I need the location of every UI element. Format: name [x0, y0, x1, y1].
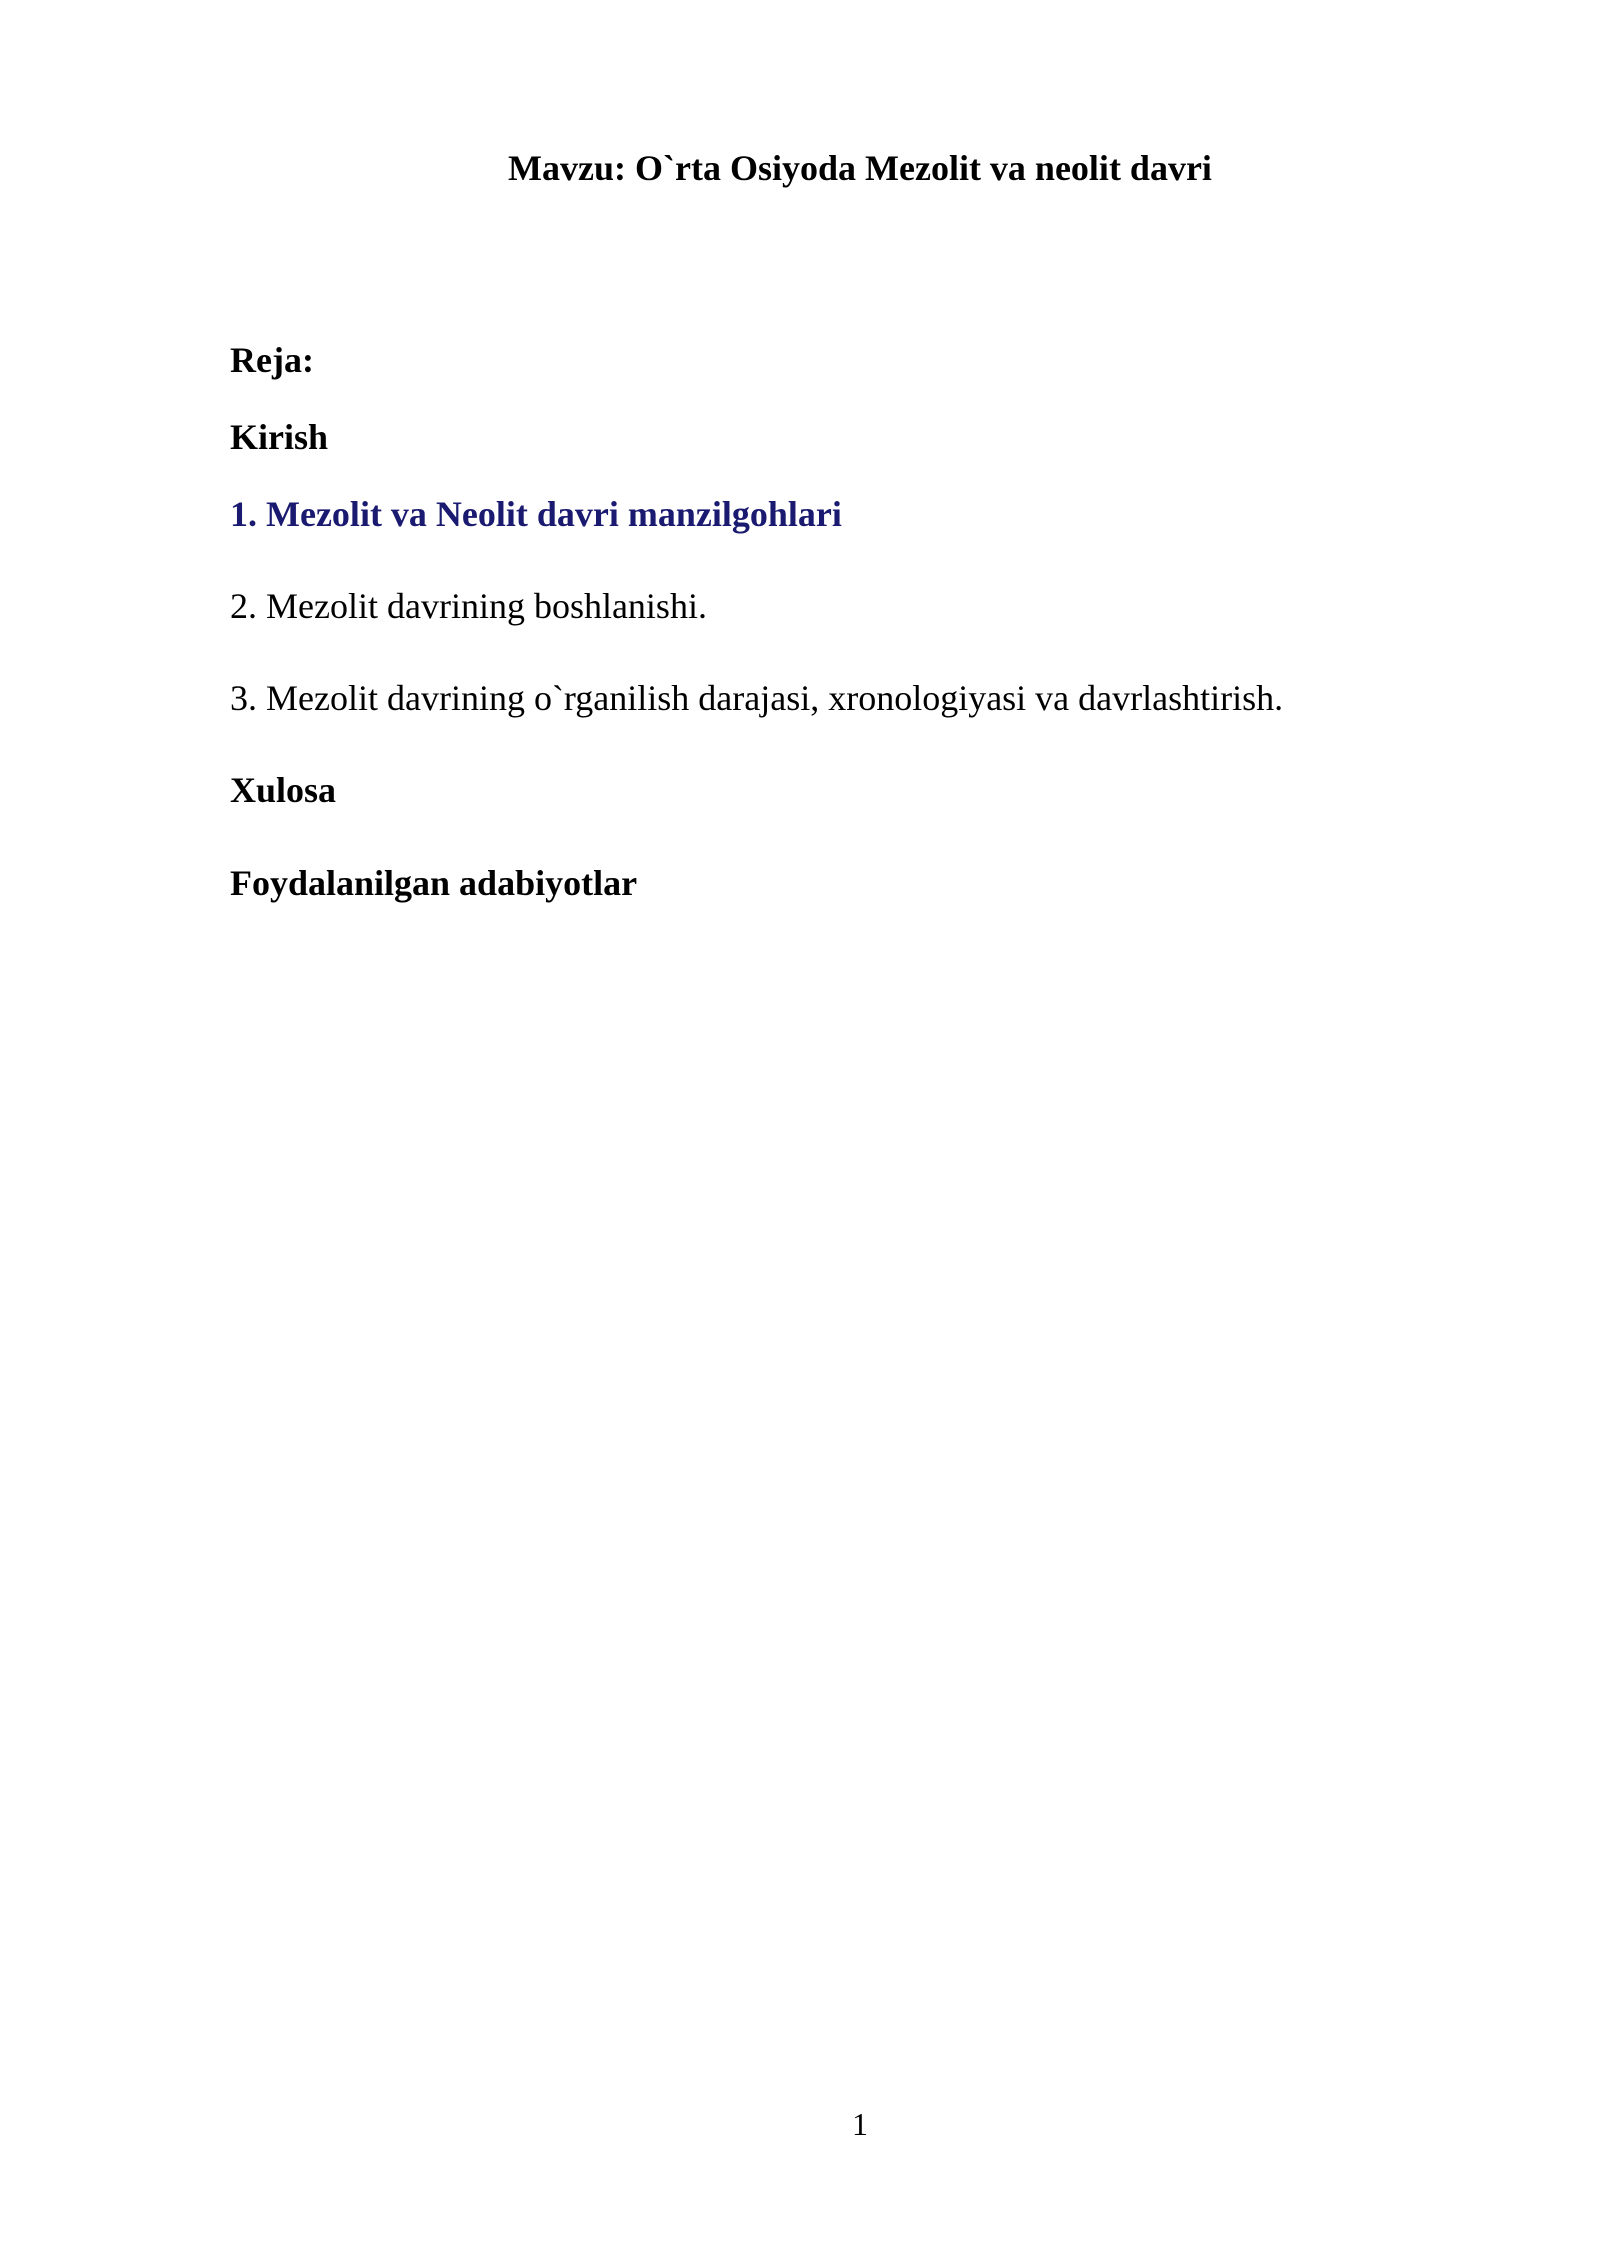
intro-heading: Kirish	[230, 417, 329, 457]
page-number: 1	[852, 2106, 868, 2142]
page-title: Mavzu: O`rta Osiyoda Mezolit va neolit davri	[508, 148, 1212, 188]
plan-heading: Reja:	[230, 340, 314, 380]
references-heading: Foydalanilgan adabiyotlar	[230, 863, 638, 903]
plan-item-2: 2. Mezolit davrining boshlanishi.	[230, 586, 707, 626]
plan-item-1-link[interactable]: 1. Mezolit va Neolit davri manzilgohlari	[230, 494, 842, 534]
plan-item-3: 3. Mezolit davrining o`rganilish darajasi, xronologiyasi va davrlashtirish.	[230, 678, 1284, 718]
conclusion-heading: Xulosa	[230, 770, 337, 810]
